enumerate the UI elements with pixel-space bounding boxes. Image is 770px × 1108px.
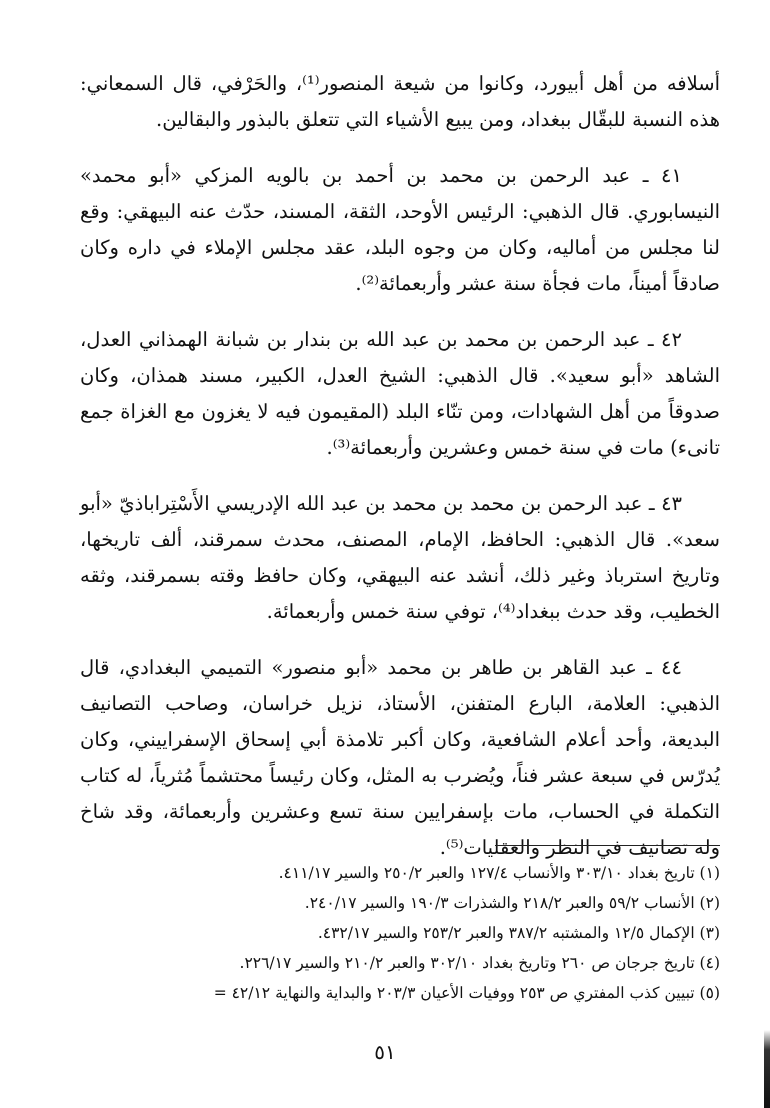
footnotes	[90, 858, 720, 1008]
entry-44: ٤٤ ـ عبد القاهر بن طاهر بن محمد «أبو منصور» التميمي البغدادي، قال الذهبي: العلامة، البارع المتفنن، الأستاذ، نزيل خراسان، وصاحب التصانيف البديعة، وأحد أعلام الشافعية، وكان أكبر تلامذة أبي إسحاق الإسفراييني، وكان يُدرّس في سبعة عشر فناً، ويُضرب به المثل، وكان رئيساً محتشماً مُثرياً، له كتاب التكملة في الحساب، مات بإسفرايين سنة تسع وعشرين وأربعمائة، وقد شاخ وله تصانيف في النظر والعقليات⁽⁵⁾.	[80, 656, 720, 859]
footnote-2: (٢) الأنساب ٥٩/٢ والعبر ٢١٨/٢ والشذرات ١٩٠/٣ والسير ٢٤٠/١٧.	[304, 894, 720, 912]
footnote-5: (٥) تبيين كذب المفتري ص ٢٥٣ ووفيات الأعيان ٢٠٣/٣ والبداية والنهاية ٤٢/١٢ =	[213, 984, 720, 1002]
entry-41: ٤١ ـ عبد الرحمن بن محمد بن أحمد بن بالويه المزكي «أبو محمد» النيسابوري. قال الذهبي: الرئيس الأوحد، الثقة، المسند، حدّث عنه البيهقي: وقع لنا مجلس من أماليه، وكان من وجوه البلد، عقد مجلس الإملاء في داره وكان صادقاً أميناً، مات فجأة سنة عشر وأربعمائة⁽²⁾.	[80, 164, 720, 295]
footnote-4: (٤) تاريخ جرجان ص ٢٦٠ وتاريخ بغداد ٣٠٢/١٠ والعبر ٢١٠/٢ والسير ٢٢٦/١٧.	[239, 954, 720, 972]
entry-42: ٤٢ ـ عبد الرحمن بن محمد بن عبد الله بن بندار بن شبانة الهمذاني العدل، الشاهد «أبو سعيد». قال الذهبي: الشيخ العدل، الكبير، مسند همذان، وكان صدوقاً من أهل الشهادات، ومن تنّاء البلد (المقيمون فيه لا يغزون مع الغزاة جمع تانىء) مات في سنة خمس وعشرين وأربعمائة⁽³⁾.	[80, 328, 720, 459]
footnote-divider	[495, 845, 720, 846]
paragraph-continuation: أسلافه من أهل أبيورد، وكانوا من شيعة المنصور⁽¹⁾، والحَرْفي، قال السمعاني: هذه النسبة للبقّال ببغداد، ومن يبيع الأشياء التي تتعلق بالبذور والبقالين.	[80, 72, 721, 131]
entry-43: ٤٣ ـ عبد الرحمن بن محمد بن محمد بن عبد الله الإدريسي الأَسْتِراباذيّ «أبو سعد». قال الذهبي: الحافظ، الإمام، المصنف، محدث سمرقند، ألف تاريخها، وتاريخ استرباذ وغير ذلك، أنشد عنه البيهقي، وكان حافظ وقته بسمرقند، وثقه الخطيب، وقد حدث ببغداد⁽⁴⁾، توفي سنة خمس وأربعمائة.	[80, 492, 720, 623]
footnote-3: (٣) الإكمال ١٢/٥ والمشتبه ٣٨٧/٢ والعبر ٢٥٣/٢ والسير ٤٣٢/١٧.	[317, 924, 720, 942]
page-number: ٥١	[374, 1040, 396, 1064]
scan-edge-shadow	[764, 1030, 770, 1108]
main-text	[80, 66, 720, 886]
footnote-1: (١) تاريخ بغداد ٣٠٣/١٠ والأنساب ١٢٧/٤ والعبر ٢٥٠/٢ والسير ٤١١/١٧.	[278, 864, 720, 882]
